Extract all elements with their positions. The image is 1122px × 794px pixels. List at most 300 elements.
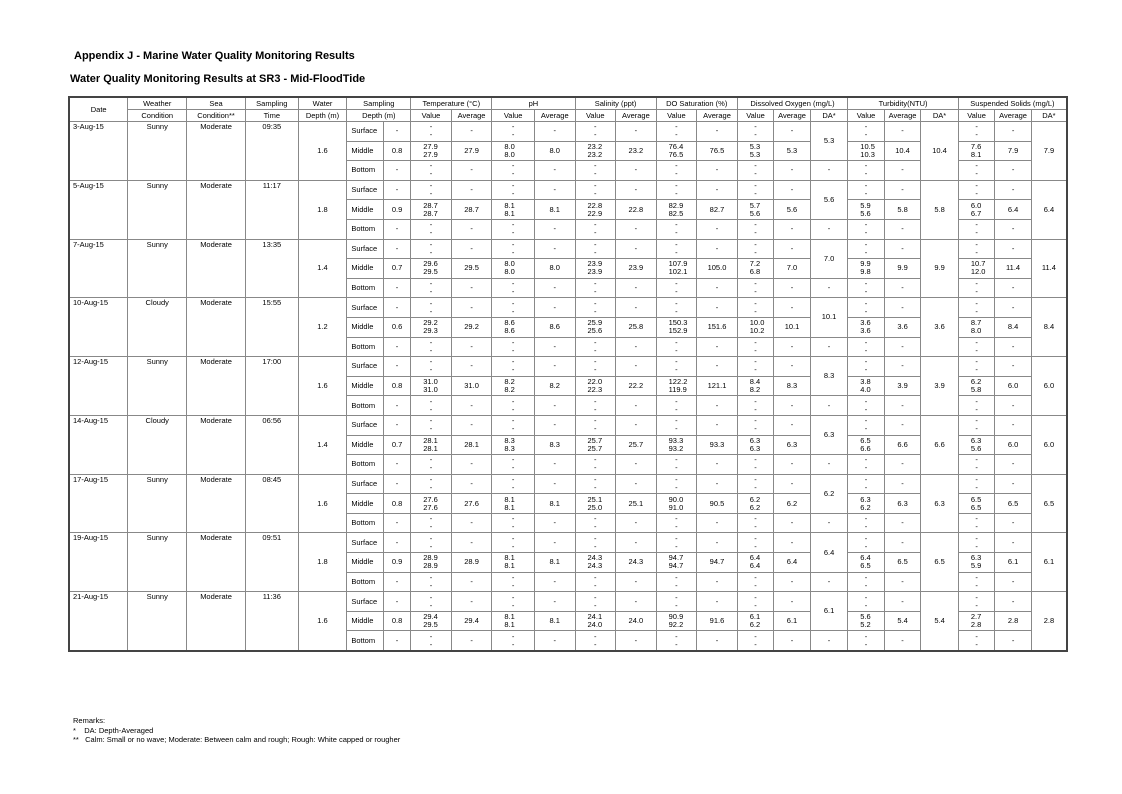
do-saturation-value (656, 337, 697, 357)
table-row (69, 592, 1067, 612)
ph-average: 8.1 (534, 611, 575, 631)
salinity-value (575, 455, 616, 475)
value-1: 9.9 (860, 259, 871, 269)
dash: - (864, 482, 868, 492)
table-row (69, 357, 1067, 377)
salinity-value (575, 239, 616, 259)
do-saturation-average: 93.3 (697, 435, 738, 455)
dash: - (864, 541, 868, 551)
do-average: - (774, 415, 811, 435)
dash: - (429, 396, 433, 406)
do-saturation-value (656, 631, 697, 651)
ss-value (958, 337, 995, 357)
value-1: 90.0 (668, 494, 684, 504)
ph-average: 8.6 (534, 317, 575, 337)
turbidity-value (848, 631, 885, 651)
value-2: 6.5 (860, 561, 871, 571)
time-cell: 09:51 (245, 533, 298, 592)
ss-value (958, 180, 995, 200)
sampling-depth-cell: - (383, 396, 410, 416)
dash: - (675, 357, 678, 367)
ss-value (958, 357, 995, 377)
turbidity-average: - (884, 161, 921, 181)
value-2: 10.2 (749, 326, 765, 336)
table-row (69, 239, 1067, 259)
value-2: 8.6 (504, 326, 515, 336)
dash: - (864, 365, 868, 375)
salinity-value (575, 180, 616, 200)
dash: - (975, 474, 978, 484)
dash: - (754, 169, 757, 179)
position-middle: Middle (347, 259, 384, 279)
dash: - (429, 189, 433, 199)
do-value (737, 455, 774, 475)
salinity-value (575, 533, 616, 553)
temperature-value (411, 435, 452, 455)
dash: - (675, 279, 678, 289)
dash: - (754, 357, 757, 367)
value-1: 5.7 (749, 200, 761, 210)
value-1: 8.6 (504, 318, 515, 328)
turbidity-average: - (884, 122, 921, 142)
value-1: 6.3 (970, 435, 982, 445)
turbidity-value (848, 298, 885, 318)
dash: - (511, 181, 515, 191)
value-1: 27.6 (423, 494, 438, 504)
dash: - (594, 416, 597, 426)
dash: - (975, 416, 978, 426)
turbidity-value (848, 376, 885, 396)
turbidity-value (848, 455, 885, 475)
ss-average: - (995, 533, 1032, 553)
value-2: 27.9 (423, 149, 438, 159)
do-value (737, 337, 774, 357)
ss-average: - (995, 239, 1032, 259)
dash: - (864, 522, 868, 532)
sampling-depth-cell: - (383, 298, 410, 318)
value-2: 8.2 (504, 385, 515, 395)
dash: - (975, 130, 978, 140)
ss-average: 6.1 (995, 553, 1032, 573)
do-saturation-value (656, 572, 697, 592)
dash: - (754, 580, 757, 590)
do-value (737, 376, 774, 396)
header-sal-value: Value (575, 110, 616, 122)
do-saturation-average: - (697, 592, 738, 612)
ph-value (492, 141, 535, 161)
ph-value (492, 553, 535, 573)
do-saturation-value (656, 396, 697, 416)
salinity-value (575, 553, 616, 573)
do-da-cell: - (810, 278, 848, 298)
do-saturation-value (656, 239, 697, 259)
ss-average: 6.4 (995, 200, 1032, 220)
do-average: 5.6 (774, 200, 811, 220)
value-1: 25.9 (587, 318, 603, 328)
dash: - (511, 600, 515, 610)
ph-average: - (534, 122, 575, 142)
salinity-average: - (616, 396, 657, 416)
sampling-depth-cell: - (383, 161, 410, 181)
dash: - (864, 122, 868, 132)
header-dosat-average: Average (697, 110, 738, 122)
ph-average: - (534, 396, 575, 416)
ss-average: - (995, 415, 1032, 435)
dash: - (594, 541, 597, 551)
time-cell: 17:00 (245, 357, 298, 416)
water-depth-cell: 1.4 (298, 415, 347, 474)
dash: - (675, 298, 678, 308)
temperature-value (411, 533, 452, 553)
dash: - (511, 247, 515, 257)
turbidity-average: - (884, 474, 921, 494)
dash: - (429, 365, 433, 375)
sampling-depth-cell: - (383, 180, 410, 200)
do-saturation-value (656, 161, 697, 181)
value-1: 8.1 (504, 200, 515, 210)
ss-value (958, 415, 995, 435)
dash: - (511, 455, 515, 465)
weather-cell: Cloudy (128, 298, 187, 357)
dash: - (429, 404, 433, 414)
turbidity-average: - (884, 572, 921, 592)
value-1: 6.5 (970, 494, 982, 504)
dash: - (975, 306, 978, 316)
value-1: 28.7 (423, 200, 438, 210)
dash: - (975, 580, 978, 590)
value-2: 29.3 (423, 326, 438, 336)
weather-cell: Sunny (128, 122, 187, 181)
do-saturation-value (656, 592, 697, 612)
dash: - (594, 239, 597, 249)
do-saturation-average: 105.0 (697, 259, 738, 279)
dash: - (675, 161, 678, 171)
do-saturation-value (656, 278, 697, 298)
temperature-average: 29.5 (451, 259, 492, 279)
value-2: 5.3 (749, 149, 761, 159)
salinity-value (575, 611, 616, 631)
turbidity-value (848, 180, 885, 200)
temperature-value (411, 455, 452, 475)
dash: - (429, 169, 433, 179)
salinity-value (575, 474, 616, 494)
do-value (737, 611, 774, 631)
header-dissolved-oxygen: Dissolved Oxygen (mg/L) (737, 97, 848, 110)
dash: - (429, 416, 433, 426)
ph-average: - (534, 278, 575, 298)
dash: - (864, 247, 868, 257)
ss-value (958, 161, 995, 181)
value-1: 8.2 (504, 377, 515, 387)
ph-value (492, 278, 535, 298)
value-1: 6.0 (970, 200, 982, 210)
dash: - (975, 463, 978, 473)
value-1: 8.3 (504, 435, 515, 445)
turbidity-average: - (884, 239, 921, 259)
value-2: 27.6 (423, 502, 438, 512)
water-depth-cell: 1.4 (298, 239, 347, 298)
ph-value (492, 200, 535, 220)
position-bottom: Bottom (347, 396, 384, 416)
dash: - (675, 474, 678, 484)
value-1: 6.5 (860, 435, 871, 445)
do-average: - (774, 122, 811, 142)
ph-average: 8.2 (534, 376, 575, 396)
do-average: - (774, 298, 811, 318)
sampling-depth-cell: - (383, 219, 410, 239)
header-sampling-depth-sub: Depth (m) (347, 110, 411, 122)
salinity-average: 22.8 (616, 200, 657, 220)
turbidity-value (848, 513, 885, 533)
value-2: 6.2 (749, 620, 761, 630)
do-average: 6.3 (774, 435, 811, 455)
ph-average: - (534, 337, 575, 357)
table-row (69, 415, 1067, 435)
dash: - (864, 533, 868, 543)
ss-da-cell: 2.8 (1031, 592, 1067, 651)
value-2: 5.6 (970, 443, 982, 453)
salinity-value (575, 141, 616, 161)
sampling-depth-cell: 0.8 (383, 494, 410, 514)
position-surface: Surface (347, 122, 384, 142)
do-average: - (774, 533, 811, 553)
temperature-average: 27.6 (451, 494, 492, 514)
turbidity-value (848, 337, 885, 357)
ss-value (958, 200, 995, 220)
ph-value (492, 180, 535, 200)
dash: - (429, 161, 433, 171)
ss-average: - (995, 161, 1032, 181)
temperature-average: 28.1 (451, 435, 492, 455)
ss-average: - (995, 631, 1032, 651)
dash: - (675, 541, 678, 551)
header-turb-average: Average (884, 110, 921, 122)
do-value (737, 631, 774, 651)
dash: - (429, 600, 433, 610)
dash: - (754, 572, 757, 582)
value-2: 8.0 (504, 149, 515, 159)
position-surface: Surface (347, 533, 384, 553)
date-cell: 21-Aug-15 (69, 592, 128, 651)
position-surface: Surface (347, 239, 384, 259)
value-2: 76.5 (668, 149, 684, 159)
dash: - (975, 161, 978, 171)
sampling-depth-cell: 0.8 (383, 376, 410, 396)
dash: - (429, 639, 433, 649)
value-2: 28.7 (423, 208, 438, 218)
value-1: 6.4 (749, 553, 761, 563)
header-turbidity: Turbidity(NTU) (848, 97, 959, 110)
temperature-average: - (451, 122, 492, 142)
dash: - (675, 122, 678, 132)
date-cell: 3-Aug-15 (69, 122, 128, 181)
date-cell: 17-Aug-15 (69, 474, 128, 533)
header-dosat-value: Value (656, 110, 697, 122)
ss-average: - (995, 298, 1032, 318)
salinity-value (575, 513, 616, 533)
ss-value (958, 435, 995, 455)
temperature-average: 31.0 (451, 376, 492, 396)
do-saturation-average: 91.6 (697, 611, 738, 631)
date-cell: 7-Aug-15 (69, 239, 128, 298)
water-depth-cell: 1.8 (298, 180, 347, 239)
dash: - (754, 298, 757, 308)
dash: - (754, 396, 757, 406)
dash: - (675, 306, 678, 316)
dash: - (675, 580, 678, 590)
position-surface: Surface (347, 298, 384, 318)
do-saturation-value (656, 553, 697, 573)
turbidity-average: - (884, 219, 921, 239)
dash: - (975, 482, 978, 492)
dash: - (864, 416, 868, 426)
ph-value (492, 376, 535, 396)
do-saturation-value (656, 357, 697, 377)
do-value (737, 219, 774, 239)
water-depth-cell: 1.6 (298, 357, 347, 416)
do-value (737, 180, 774, 200)
do-value (737, 494, 774, 514)
turbidity-da-cell: 6.3 (921, 474, 959, 533)
salinity-average: - (616, 474, 657, 494)
salinity-value (575, 396, 616, 416)
value-2: 8.3 (504, 443, 515, 453)
temperature-average: - (451, 396, 492, 416)
turbidity-average: - (884, 180, 921, 200)
salinity-value (575, 219, 616, 239)
do-value (737, 317, 774, 337)
do-average: 7.0 (774, 259, 811, 279)
dash: - (975, 424, 978, 434)
turbidity-value (848, 122, 885, 142)
temperature-value (411, 376, 452, 396)
temperature-average: - (451, 455, 492, 475)
temperature-average: - (451, 161, 492, 181)
sampling-depth-cell: 0.9 (383, 200, 410, 220)
temperature-value (411, 474, 452, 494)
turbidity-average: - (884, 337, 921, 357)
dash: - (675, 482, 678, 492)
do-saturation-value (656, 455, 697, 475)
sampling-depth-cell: 0.9 (383, 553, 410, 573)
time-cell: 11:36 (245, 592, 298, 651)
dash: - (511, 287, 515, 297)
dash: - (429, 514, 433, 524)
ph-average: - (534, 455, 575, 475)
ss-value (958, 219, 995, 239)
position-middle: Middle (347, 376, 384, 396)
dash: - (594, 279, 597, 289)
value-2: 22.9 (587, 208, 603, 218)
value-1: 29.4 (423, 612, 438, 622)
ph-value (492, 219, 535, 239)
sea-cell: Moderate (187, 533, 246, 592)
dash: - (975, 533, 978, 543)
dash: - (754, 181, 757, 191)
dash: - (864, 220, 868, 230)
dash: - (864, 639, 868, 649)
position-middle: Middle (347, 611, 384, 631)
do-value (737, 161, 774, 181)
dash: - (594, 572, 597, 582)
dash: - (511, 572, 515, 582)
dash: - (429, 482, 433, 492)
sampling-depth-cell: 0.8 (383, 611, 410, 631)
temperature-average: - (451, 415, 492, 435)
salinity-value (575, 592, 616, 612)
temperature-average: - (451, 298, 492, 318)
do-da-cell: 5.6 (810, 180, 848, 219)
do-da-cell: 8.3 (810, 357, 848, 396)
do-saturation-average: - (697, 474, 738, 494)
dash: - (429, 287, 433, 297)
dash: - (675, 396, 678, 406)
dash: - (864, 279, 868, 289)
do-value (737, 200, 774, 220)
table-row (69, 474, 1067, 494)
dash: - (511, 541, 515, 551)
table-row (69, 298, 1067, 318)
dash: - (429, 337, 433, 347)
sampling-depth-cell: - (383, 455, 410, 475)
dash: - (754, 287, 757, 297)
dash: - (511, 239, 515, 249)
dash: - (511, 220, 515, 230)
do-average: 6.4 (774, 553, 811, 573)
ph-average: - (534, 533, 575, 553)
weather-cell: Sunny (128, 239, 187, 298)
dash: - (754, 306, 757, 316)
value-2: 8.0 (504, 267, 515, 277)
ss-value (958, 631, 995, 651)
ss-value (958, 611, 995, 631)
temperature-average: - (451, 474, 492, 494)
header-do-da: DA* (810, 110, 848, 122)
dash: - (754, 239, 757, 249)
value-1: 10.5 (860, 141, 875, 151)
salinity-average: - (616, 180, 657, 200)
do-average: 6.2 (774, 494, 811, 514)
temperature-average: - (451, 239, 492, 259)
dash: - (594, 424, 597, 434)
salinity-average: - (616, 513, 657, 533)
position-surface: Surface (347, 592, 384, 612)
dash: - (975, 298, 978, 308)
dash: - (975, 404, 978, 414)
value-2: 6.2 (860, 502, 871, 512)
ss-da-cell: 6.0 (1031, 357, 1067, 416)
header-sampling-depth: Sampling (347, 97, 411, 110)
ph-average: - (534, 415, 575, 435)
value-1: 25.7 (587, 435, 603, 445)
value-1: 94.7 (668, 553, 684, 563)
turbidity-average: - (884, 513, 921, 533)
dash: - (754, 220, 757, 230)
dash: - (594, 306, 597, 316)
do-value (737, 239, 774, 259)
dash: - (511, 474, 515, 484)
value-2: 2.8 (970, 620, 982, 630)
dash: - (864, 580, 868, 590)
dash: - (754, 228, 757, 238)
value-1: 8.1 (504, 494, 515, 504)
value-1: 3.8 (860, 377, 871, 387)
temperature-average: - (451, 513, 492, 533)
do-da-cell: - (810, 161, 848, 181)
salinity-average: - (616, 357, 657, 377)
sea-cell: Moderate (187, 592, 246, 651)
do-saturation-average: - (697, 180, 738, 200)
